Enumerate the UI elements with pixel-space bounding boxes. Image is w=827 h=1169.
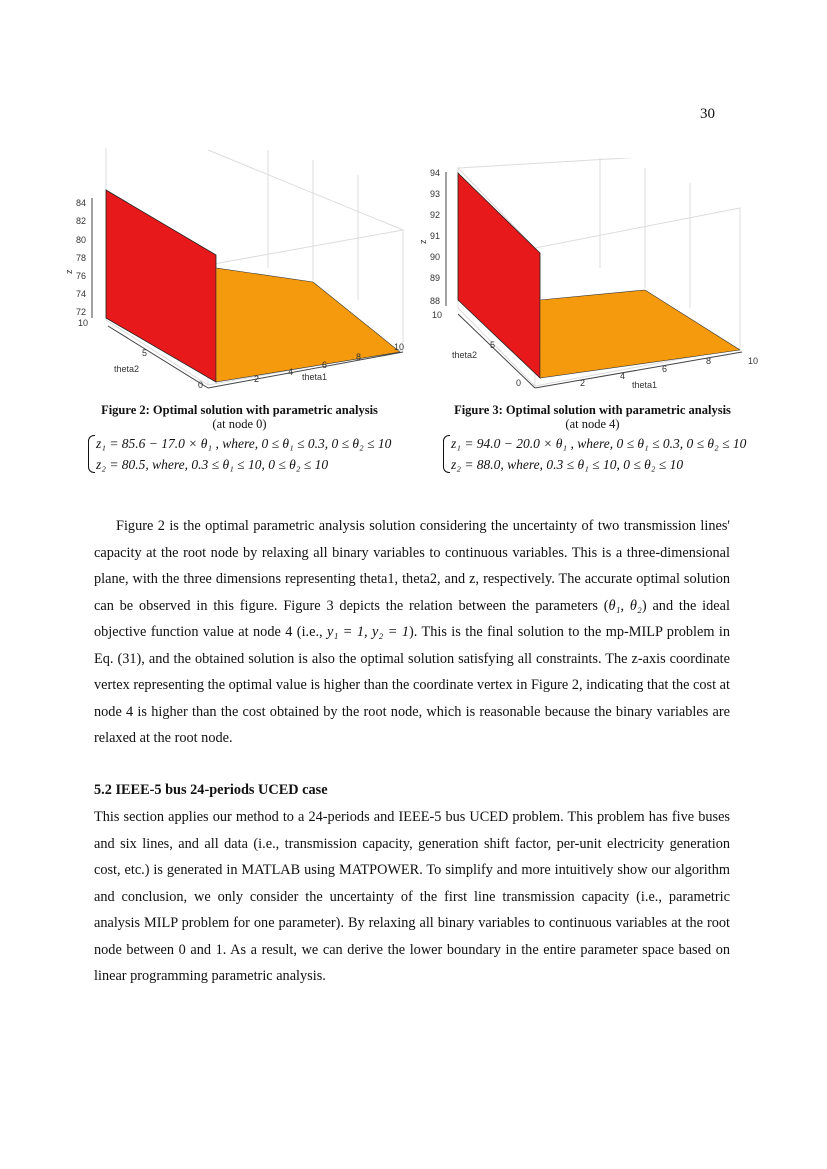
fig2-z-tick: 80 [76,235,87,245]
figure-2-caption-sub: (at node 0) [212,417,267,431]
page-number: 30 [700,106,715,122]
fig2-x-tick: 6 [322,360,328,370]
fig2-grid-line [208,150,403,230]
figure-3-equation-line1: z₁ = 94.0 − 20.0 × θ₁ , where, 0 ≤ θ₁ ≤ 0.3, 0 ≤ θ₂ ≤ 10 [451,436,747,451]
fig2-z-tick: 74 [76,289,87,299]
fig2-y-tick: 10 [78,318,89,328]
figure-3-equation-line2: z₂ = 88.0, where, 0.3 ≤ θ₁ ≤ 10, 0 ≤ θ₂ ≤ 10 [451,457,684,472]
section-heading: 5.2 IEEE-5 bus 24-periods UCED case [94,782,328,798]
figure-3-chart [410,158,770,398]
figure-2-chart [58,140,418,400]
equation-brace [443,435,450,473]
figure-3-caption [440,403,745,431]
fig3-x-label: theta1 [632,380,658,390]
body-paragraph-2: This section applies our method to a 24-periods and IEEE-5 bus UCED problem. This problem has five buses and six lines, and all data (i.e., transmission capacity, generation shift factor, per-unit electricity generation cost, etc.) is generated in MATLAB using MATPOWER. To simplify and more intuitively show our algorithm and conclusion, we only consider the uncertainty of the first line transmission capacity (i.e., parametric analysis MILP problem for one parameter). By relaxing all binary variables to continuous variables at the root node between 0 and 1. As a result, we can derive the lower boundary in the entire parameter space based on linear programming parametric analysis. [94,809,730,984]
figure-2-svg [58,140,418,400]
fig3-y-label: theta2 [452,350,478,360]
body-paragraph-1 [94,513,730,752]
figure-2-caption-title: Figure 2: Optimal solution with parametric analysis [101,403,378,417]
fig3-y-tick: 0 [516,378,522,388]
fig3-x-tick: 6 [662,364,668,374]
fig2-z-label: z [64,269,74,274]
figure-2-equation-line1: z₁ = 85.6 − 17.0 × θ₁ , where, 0 ≤ θ₁ ≤ 0.3, 0 ≤ θ₂ ≤ 10 [96,436,392,451]
fig3-z-tick: 88 [430,296,441,306]
fig2-x-tick: 4 [288,367,294,377]
fig3-z-tick: 91 [430,231,441,241]
fig2-y-tick: 0 [198,380,204,390]
fig3-z-label: z [418,239,428,244]
paragraph-1-part1: Figure 2 is the optimal parametric analysis solution considering the uncertainty of two transmission lines' capacity at the root node by relaxing all binary variables to continuous variables. This is a three-dimensional plane, with the three dimensions representing theta1, theta2, and z, respectively. The accurate optimal solution can be observed in this figure. Figure 3 depicts the relation between the parameters ( [94,518,730,614]
fig2-z-tick: 72 [76,307,87,317]
fig2-y-label: theta2 [114,364,140,374]
paragraph-1-part2: ) and the ideal objective function value at node 4 (i.e., [94,597,730,640]
fig2-z-tick: 78 [76,253,87,263]
fig3-z-tick: 89 [430,273,441,283]
figure-3-caption-sub: (at node 4) [565,417,620,431]
figure-3-caption-title: Figure 3: Optimal solution with parametric analysis [454,403,731,417]
fig3-y-tick: 5 [490,340,496,350]
fig3-y-tick: 10 [432,310,443,320]
fig3-z-tick: 93 [430,189,441,199]
fig3-x-tick: 2 [580,378,586,388]
fig2-surface-z2 [216,268,400,382]
fig2-z-tick: 82 [76,216,87,226]
fig3-z-tick: 92 [430,210,441,220]
paragraph-1-math1: θ₁, θ₂ [608,597,642,614]
figure-3-svg [410,158,770,398]
fig2-y-tick: 5 [142,348,148,358]
fig3-grid-line [458,158,660,168]
fig3-z-tick: 94 [430,168,441,178]
figure-2-caption [87,403,392,431]
fig2-x-label: theta1 [302,372,328,382]
fig2-surface-z1 [106,190,216,382]
paragraph-1-math2: y₁ = 1, y₂ = 1 [327,624,409,640]
figure-2-equation [88,433,391,475]
fig3-x-tick: 4 [620,371,626,381]
fig3-x-tick: 10 [748,356,759,366]
fig2-z-tick: 76 [76,271,87,281]
figure-3-equation [443,433,746,475]
figure-2-equation-line2: z₂ = 80.5, where, 0.3 ≤ θ₁ ≤ 10, 0 ≤ θ₂ ≤ 10 [96,457,329,472]
fig2-x-tick: 8 [356,352,362,362]
fig2-z-tick: 84 [76,198,87,208]
paragraph-1-part3: ). This is the final solution to the mp-MILP problem in Eq. (31), and the obtained solution is also the optimal solution satisfying all constraints. The z-axis coordinate vertex representing the optimal value is higher than the coordinate vertex in Figure 2, indicating that the cost at node 4 is higher than the cost obtained by the root node, which is reasonable because the binary variables are relaxed at the root node. [94,624,730,746]
fig3-x-tick: 8 [706,356,712,366]
fig2-x-tick: 10 [394,342,405,352]
equation-brace [88,435,95,473]
fig2-x-tick: 2 [254,374,260,384]
fig3-z-tick: 90 [430,252,441,262]
fig3-surface-z1 [458,173,540,378]
